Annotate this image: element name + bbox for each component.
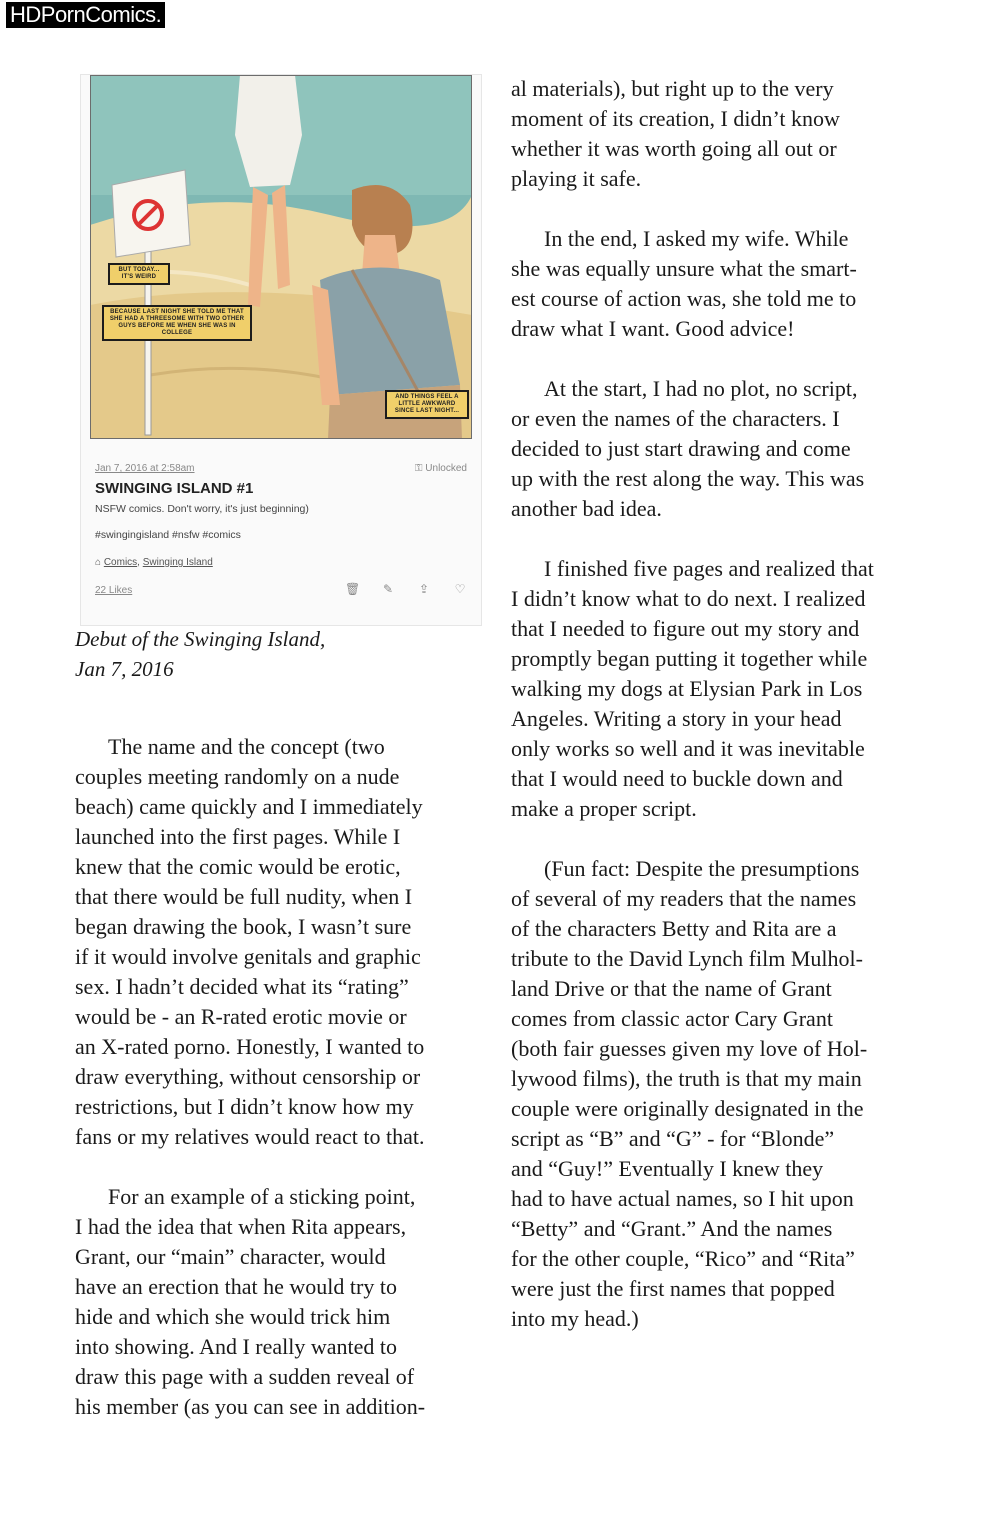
text-line: fans or my relatives would react to that. xyxy=(75,1124,425,1149)
text-line: moment of its creation, I didn’t know xyxy=(511,106,840,131)
text-line: she was equally unsure what the smart- xyxy=(511,256,857,281)
text-line: promptly began putting it together while xyxy=(511,646,868,671)
comic-caption-3: AND THINGS FEEL A LITTLE AWKWARD SINCE LAST NIGHT... xyxy=(385,390,469,419)
text-line: sex. I hadn’t decided what its “rating” xyxy=(75,974,409,999)
body-paragraph xyxy=(511,74,923,194)
text-line: knew that the comic would be erotic, xyxy=(75,854,401,879)
body-paragraph xyxy=(75,732,485,1152)
text-line: were just the first names that popped xyxy=(511,1276,835,1301)
body-paragraph xyxy=(511,854,923,1334)
comic-panel-image xyxy=(90,75,472,439)
text-line: beach) came quickly and I immediately xyxy=(75,794,423,819)
text-line: draw this page with a sudden reveal of xyxy=(75,1364,415,1389)
text-line: if it would involve genitals and graphic xyxy=(75,944,421,969)
text-line: est course of action was, she told me to xyxy=(511,286,857,311)
post-categories: ⌂ Comics, Swinging Island xyxy=(95,557,213,568)
post-title: SWINGING ISLAND #1 xyxy=(95,480,254,497)
text-line: for the other couple, “Rico” and “Rita” xyxy=(511,1246,855,1271)
lock-open-icon: ⚿ xyxy=(414,463,426,474)
comic-caption-1: BUT TODAY... IT'S WEIRD xyxy=(108,263,170,285)
text-line: another bad idea. xyxy=(511,496,662,521)
post-screenshot-figure xyxy=(80,74,482,626)
trash-icon[interactable]: 🗑 xyxy=(345,582,361,596)
text-line: draw everything, without censorship or xyxy=(75,1064,421,1089)
text-line: Angeles. Writing a story in your head xyxy=(511,706,842,731)
text-line: his member (as you can see in addition- xyxy=(75,1394,426,1419)
site-watermark: HDPornComics. xyxy=(6,2,165,28)
text-line: into showing. And I really wanted to xyxy=(75,1334,398,1359)
text-line: would be - an R-rated erotic movie or xyxy=(75,1004,407,1029)
text-line: into my head.) xyxy=(511,1306,639,1331)
text-line: of the characters Betty and Rita are a xyxy=(511,916,837,941)
text-line: In the end, I asked my wife. While xyxy=(544,226,849,251)
tag-icon: ⌂ xyxy=(95,557,104,568)
unlocked-badge xyxy=(415,463,467,474)
text-line: that there would be full nudity, when I xyxy=(75,884,413,909)
post-description: NSFW comics. Don't worry, it's just beginning) xyxy=(95,503,309,515)
text-line: playing it safe. xyxy=(511,166,642,191)
text-line: couples meeting randomly on a nude xyxy=(75,764,400,789)
text-line: al materials), but right up to the very xyxy=(511,76,834,101)
text-line: land Drive or that the name of Grant xyxy=(511,976,832,1001)
text-line: I didn’t know what to do next. I realized xyxy=(511,586,866,611)
post-hashtags[interactable]: #swingingisland #nsfw #comics xyxy=(95,529,241,541)
text-line: I finished five pages and realized that xyxy=(544,556,874,581)
text-line: “Betty” and “Grant.” And the names xyxy=(511,1216,833,1241)
body-paragraph xyxy=(75,1182,485,1422)
text-line: (Fun fact: Despite the presumptions xyxy=(544,856,860,881)
text-line: that I would need to buckle down and xyxy=(511,766,843,791)
unlocked-label: Unlocked xyxy=(425,463,467,474)
comic-illustration xyxy=(90,75,472,439)
text-line: script as “B” and “G” - for “Blonde” xyxy=(511,1126,835,1151)
text-line: For an example of a sticking point, xyxy=(108,1184,416,1209)
figure-caption-line: Debut of the Swinging Island, xyxy=(75,627,326,651)
heart-icon[interactable]: ♡ xyxy=(454,582,466,596)
text-line: that I needed to figure out my story and xyxy=(511,616,860,641)
text-line: launched into the first pages. While I xyxy=(75,824,401,849)
text-line: The name and the concept (two xyxy=(108,734,385,759)
text-line: make a proper script. xyxy=(511,796,697,821)
text-line: Grant, our “main” character, would xyxy=(75,1244,386,1269)
body-paragraph xyxy=(511,224,923,344)
text-line: couple were originally designated in the xyxy=(511,1096,864,1121)
post-actions xyxy=(345,582,467,596)
text-line: draw what I want. Good advice! xyxy=(511,316,795,341)
comic-caption-2: BECAUSE LAST NIGHT SHE TOLD ME THAT SHE HAD A THREESOME WITH TWO OTHER GUYS BEFORE ME WHEN SHE WAS IN COLLEGE xyxy=(102,305,252,341)
text-line: began drawing the book, I wasn’t sure xyxy=(75,914,412,939)
text-line: (both fair guesses given my love of Hol- xyxy=(511,1036,868,1061)
text-line: had to have actual names, so I hit upon xyxy=(511,1186,854,1211)
text-line: only works so well and it was inevitable xyxy=(511,736,865,761)
text-line: decided to just start drawing and come xyxy=(511,436,851,461)
post-date[interactable]: Jan 7, 2016 at 2:58am xyxy=(95,463,195,474)
text-line: walking my dogs at Elysian Park in Los xyxy=(511,676,863,701)
body-paragraph xyxy=(511,554,923,824)
text-line: I had the idea that when Rita appears, xyxy=(75,1214,407,1239)
text-line: hide and which she would trick him xyxy=(75,1304,391,1329)
category-link-comics[interactable]: Comics xyxy=(103,557,138,568)
right-text-column xyxy=(511,74,923,1364)
pencil-icon[interactable]: ✎ xyxy=(382,582,394,596)
text-line: up with the rest along the way. This was xyxy=(511,466,865,491)
text-line: At the start, I had no plot, no script, xyxy=(544,376,858,401)
text-line: an X-rated porno. Honestly, I wanted to xyxy=(75,1034,425,1059)
text-line: restrictions, but I didn’t know how my xyxy=(75,1094,414,1119)
category-link-swinging-island[interactable]: Swinging Island xyxy=(142,557,213,568)
likes-count[interactable]: 22 Likes xyxy=(95,585,133,596)
text-line: lywood films), the truth is that my main xyxy=(511,1066,862,1091)
text-line: have an erection that he would try to xyxy=(75,1274,397,1299)
text-line: of several of my readers that the names xyxy=(511,886,857,911)
text-line: tribute to the David Lynch film Mulhol- xyxy=(511,946,863,971)
text-line: comes from classic actor Cary Grant xyxy=(511,1006,833,1031)
text-line: or even the names of the characters. I xyxy=(511,406,840,431)
text-line: whether it was worth going all out or xyxy=(511,136,837,161)
text-line: and “Guy!” Eventually I knew they xyxy=(511,1156,824,1181)
figure-caption xyxy=(75,624,475,684)
body-paragraph xyxy=(511,374,923,524)
figure-caption-line: Jan 7, 2016 xyxy=(75,657,174,681)
share-icon[interactable]: ⇪ xyxy=(418,582,430,596)
left-text-column xyxy=(75,732,485,1452)
